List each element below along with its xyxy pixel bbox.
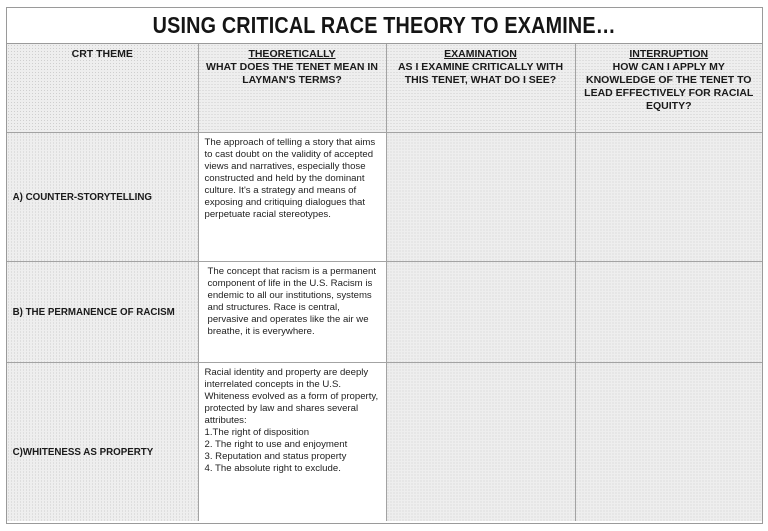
header-theoretically-label: THEORETICALLY xyxy=(248,48,336,60)
examination-cell[interactable] xyxy=(386,362,575,521)
header-crt-theme xyxy=(7,44,198,132)
worksheet xyxy=(6,7,763,524)
definition-cell xyxy=(198,362,386,521)
theme-cell xyxy=(7,261,198,362)
crt-table xyxy=(7,44,762,521)
header-interruption xyxy=(575,44,762,132)
header-interruption-question: HOW CAN I APPLY MY KNOWLEDGE OF THE TENET TO LEAD EFFECTIVELY FOR RACIAL EQUITY? xyxy=(584,61,754,112)
definition-text: The approach of telling a story that aims to cast doubt on the validity of accepted views and narratives, especially those constructed and held by the dominant culture. It's a strategy and means of exposing and critiquing dialogues that perpetuate racial stereotypes. xyxy=(204,136,376,220)
interruption-cell[interactable] xyxy=(575,132,762,261)
examination-cell[interactable] xyxy=(386,261,575,362)
definition-cell xyxy=(198,132,386,261)
table-row-permanence-of-racism xyxy=(7,261,762,362)
definition-text: Racial identity and property are deeply interrelated concepts in the U.S. Whiteness evolved as a form of property, protected by law and shares several attributes: xyxy=(204,366,379,426)
list-item: 3. Reputation and status property xyxy=(204,450,347,462)
list-item: 1.The right of disposition xyxy=(204,426,310,438)
theme-cell xyxy=(7,362,198,521)
definition-text: The concept that racism is a permanent component of life in the U.S. Racism is endemic to all our institutions, systems and structures. Race is central, pervasive and operates like the air we breathe, it is everywhere. xyxy=(207,265,377,337)
header-theoretically xyxy=(198,44,386,132)
interruption-cell[interactable] xyxy=(575,261,762,362)
header-theoretically-question: WHAT DOES THE TENET MEAN IN LAYMAN'S TERMS? xyxy=(206,61,378,86)
title-bar xyxy=(7,8,762,44)
examination-cell[interactable] xyxy=(386,132,575,261)
header-examination-question: AS I EXAMINE CRITICALLY WITH THIS TENET, WHAT DO I SEE? xyxy=(397,61,564,86)
attribute-list xyxy=(199,427,386,475)
header-crt-theme-label: CRT THEME xyxy=(71,48,133,60)
interruption-cell[interactable] xyxy=(575,362,762,521)
theme-cell xyxy=(7,132,198,261)
list-item: 2. The right to use and enjoyment xyxy=(204,438,348,450)
header-examination xyxy=(386,44,575,132)
header-examination-label: EXAMINATION xyxy=(444,48,517,60)
theme-label: A) COUNTER-STORYTELLING xyxy=(12,190,153,203)
theme-label: C)WHITENESS AS PROPERTY xyxy=(12,445,154,458)
page-title: USING CRITICAL RACE THEORY TO EXAMINE… xyxy=(152,12,616,38)
header-row xyxy=(7,44,762,132)
definition-cell xyxy=(198,261,386,362)
list-item: 4. The absolute right to exclude. xyxy=(204,462,341,474)
table-row-counter-storytelling xyxy=(7,132,762,261)
theme-label: B) THE PERMANENCE OF RACISM xyxy=(12,305,175,318)
table-row-whiteness-as-property xyxy=(7,362,762,521)
header-interruption-label: INTERRUPTION xyxy=(629,48,709,60)
